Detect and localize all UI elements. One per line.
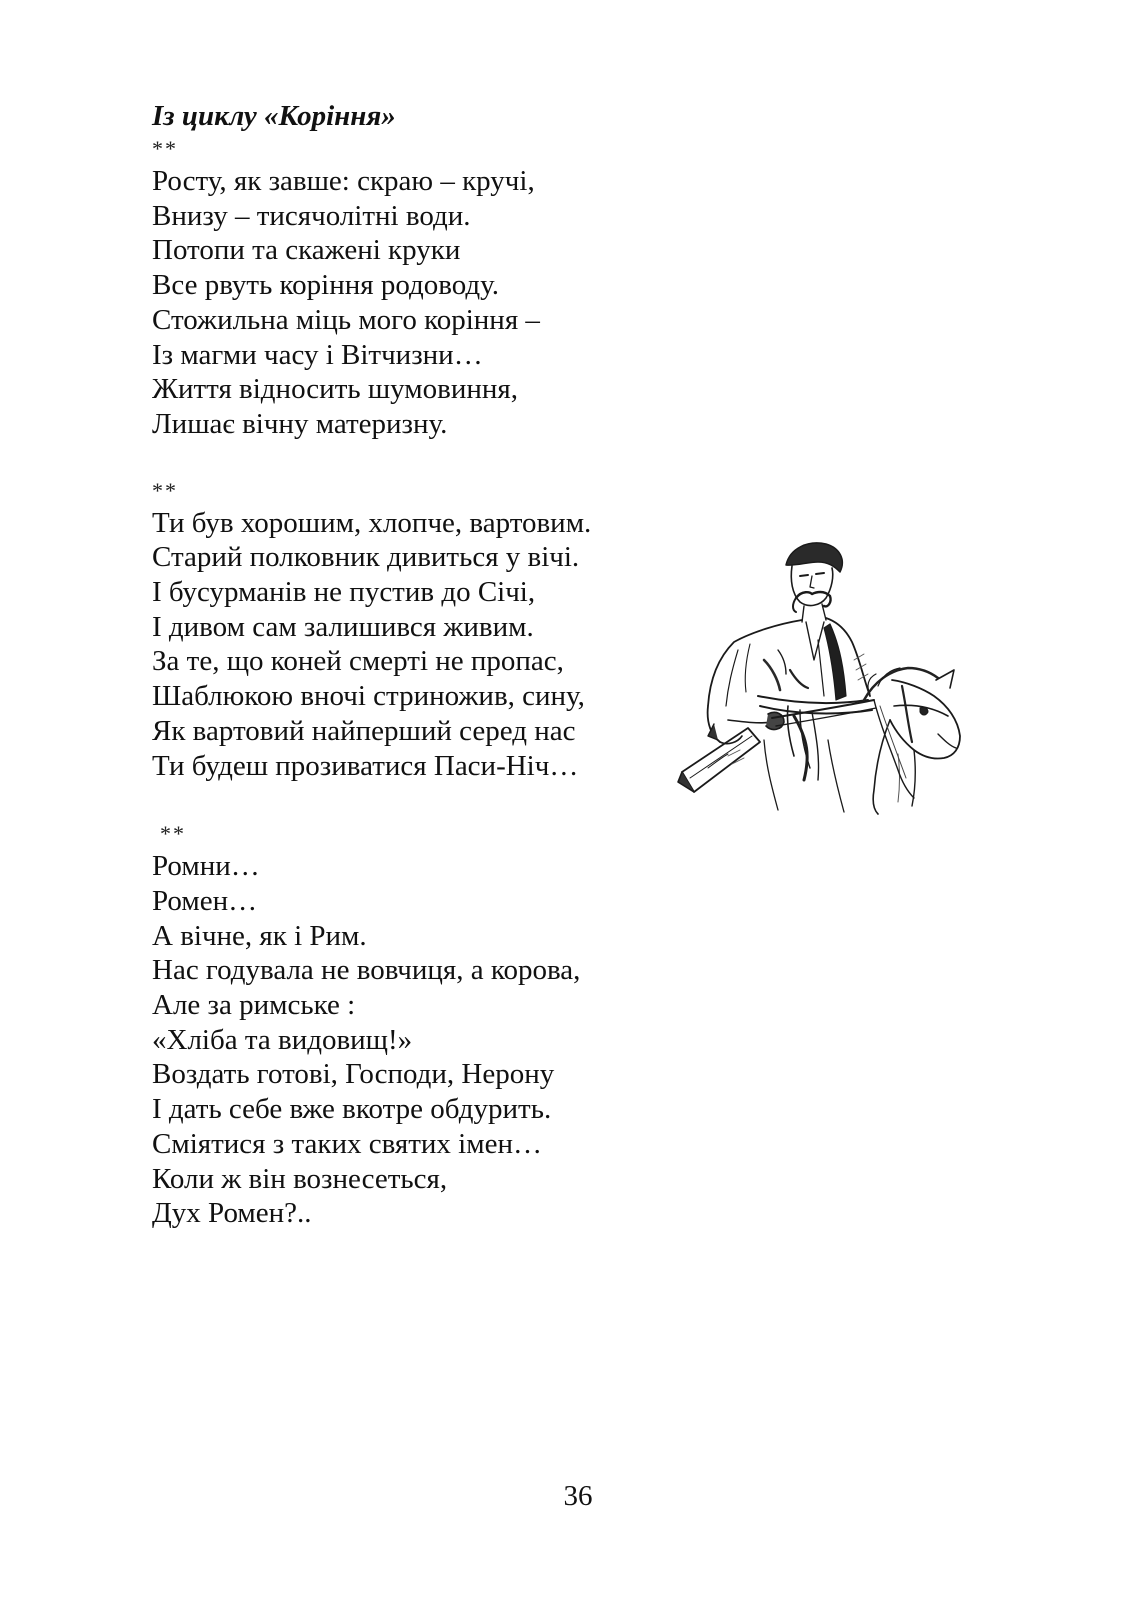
poem-line: Сміятися з таких святих імен… bbox=[152, 1127, 542, 1160]
poem-line: За те, що коней смерті не пропас, bbox=[152, 645, 564, 678]
poem-line: Нас годувала не вовчиця, а корова, bbox=[152, 954, 581, 987]
page-number: 36 bbox=[563, 1480, 593, 1512]
poem-line: Стожильна міць мого коріння – bbox=[152, 303, 540, 336]
poem-line: Лишає вічну материзну. bbox=[152, 407, 448, 440]
cossack-with-horse-illustration bbox=[668, 510, 968, 815]
poem-line: Все рвуть коріння родоводу. bbox=[152, 269, 500, 302]
poem-separator: ** bbox=[160, 821, 186, 847]
cossack-sketch-icon bbox=[668, 510, 968, 815]
poem-line: Але за римське : bbox=[152, 989, 356, 1022]
poem-3 bbox=[152, 849, 672, 1231]
poem-line: І дать себе вже вкотре обдурить. bbox=[152, 1093, 552, 1126]
poem-line: Коли ж він вознесеться, bbox=[152, 1162, 448, 1195]
poem-1 bbox=[152, 164, 672, 442]
poem-line: Дух Ромен?.. bbox=[152, 1197, 312, 1230]
poem-2 bbox=[152, 506, 672, 784]
cycle-title: Із циклу «Коріння» bbox=[152, 100, 396, 132]
poem-line: Як вартовий найперший серед нас bbox=[152, 714, 576, 747]
poem-line: Росту, як завше: скраю – кручі, bbox=[152, 165, 535, 197]
poem-separator: ** bbox=[152, 136, 178, 161]
poem-line: Шаблюкою вночі стриножив, сину, bbox=[152, 680, 585, 713]
poem-line: І дивом сам залишився живим. bbox=[152, 610, 534, 643]
poem-line: Із магми часу і Вітчизни… bbox=[152, 338, 483, 371]
poem-line: Ти був хорошим, хлопче, вартовим. bbox=[152, 506, 592, 539]
poem-line: Життя відносить шумовиння, bbox=[152, 373, 518, 406]
poem-line: І бусурманів не пустив до Січі, bbox=[152, 576, 536, 609]
poem-line: Потопи та скажені круки bbox=[152, 234, 461, 267]
poem-line: Старий полковник дивиться у вічі. bbox=[152, 541, 580, 574]
poem-line: Ромни… bbox=[152, 850, 260, 883]
poem-line: Ти будеш прозиватися Паси-Ніч… bbox=[152, 749, 579, 782]
poem-line: «Хліба та видовищ!» bbox=[152, 1023, 413, 1056]
stanza-gap bbox=[152, 442, 672, 476]
stanza-gap bbox=[152, 783, 672, 819]
poem-line: Внизу – тисячолітні води. bbox=[152, 199, 471, 232]
poem-line: Ромен… bbox=[152, 884, 258, 917]
poem-line: Воздать готові, Господи, Нерону bbox=[152, 1058, 555, 1091]
poem-separator: ** bbox=[152, 477, 178, 503]
poem-line: А вічне, як і Рим. bbox=[152, 919, 367, 952]
poem-column bbox=[152, 98, 672, 1231]
